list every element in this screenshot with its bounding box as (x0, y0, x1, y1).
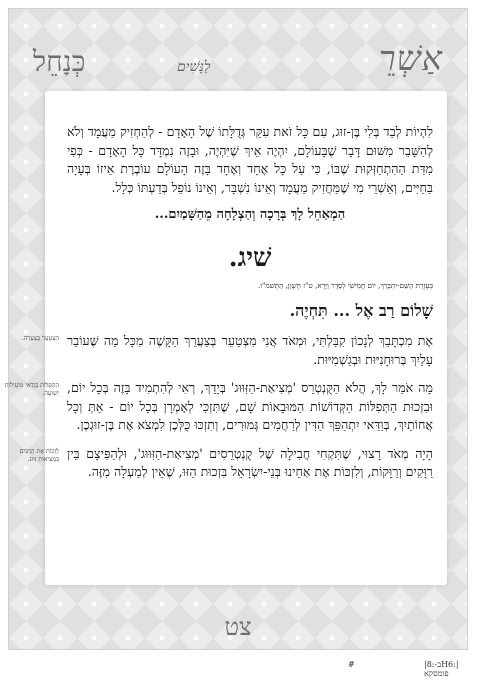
opening-paragraph: לִהְיוֹת לְבַד בְּלִי בֶּן-זוּג, עִם כָּל זֹאת עִקַּר גְּדֻלָּתוֹ שֶׁל הָאָדָם - לְהַחְזִיק מַעֲמָד וְלֹא לְהִשָּׁבֵר מִשּׁוּם דָּבָר שֶׁבָּעוֹלָם, יִהְיֶה אֵיךְ שֶׁיִּהְיֶה, וּבָזֶה נִמְדָּד כָּל הָאָדָם - כְּפִי מִדַּת הַהִתְחַזְּקוּת שֶׁבּוֹ, כִּי עַל כָּל אֶחָד וְאֶחָד בָּזֶה הָעוֹלָם עוֹבֶרֶת אֵיזוֹ בְּעָיָה בַּחַיִּים, וְאַשְׁרֵי מִי שֶׁמַּחֲזִיק מַעֲמָד וְאֵינוֹ נִשְׁבָּר, וְאֵינוֹ נוֹפֵל בְּדַעְתּוֹ כְּלָל. (67, 124, 433, 195)
page-header (27, 39, 449, 85)
print-marker-left: # (348, 660, 355, 669)
header-brand-title: אַשְׁרֵ (378, 39, 443, 79)
paragraph-text: אֶת מִכְתָּבֵךְ לְנָכוֹן קִבַּלְתִּי, וּמְאֹד אֲנִי מִצְטַעֵר בְּצַעֲרֵךְ הַקָּשֶׁה מִכָּל מַה שֶּׁעוֹבֵר עָלַיִךְ בְּרוּחָנִיּוּת וּבְגַשְׁמִיּוּת. (67, 333, 433, 367)
article-content (4, 123, 433, 482)
header-brand-tail: כְּנָחֵל (33, 45, 86, 78)
paragraph-text: מָה אֹמַר לָךְ, הֲלֹא הַקֻּנְטְרֵס 'מְצִיאַת-הַזִּוּוּג' בְּיָדֵךְ, רְאִי לְהִתְמִיד בָּזֶה בְּכָל יוֹם, וּבִזְכוּת הַתְּפִלּוֹת הַקְּדוֹשׁוֹת הַמּוּבָאוֹת שָׁם, שֶׁתִּזְכִּי לְאָמְרָן בְּכָל יוֹם - אַתְּ וְכָל אֲחוֹתַיִךְ, בְּוַדַּאי יִתְהַפֵּךְ הַדִּין לְרַחֲמִים גְּמוּרִים, וְתִזְכּוּ כֻּלְּכֶן לִמְצֹא אֶת בֶּן-זוּגְכֶן. (67, 380, 433, 432)
letter-salutation: שָׁלוֹם רַב אֶל ... תִּחְיֶה. (289, 301, 433, 320)
closing-blessing: הַמְאַחֵל לָךְ בְּרָכָה וְהַצְלָחָה מֵהַשָּׁמַיִם... (154, 207, 346, 222)
margin-note: הַתְּפִלּוֹת בְּוַדַּאי מוֹעִילוֹת יְשׁוּעָה. (4, 382, 59, 397)
letter-paragraph (19, 445, 433, 482)
paragraph-text: הָיָה מְאֹד רָצוּי, שֶׁתִּקְחִי חֲבִילָה שֶׁל קֻנְטְרֵסִים 'מְצִיאַת-הַזִּוּוּג', וּלְהַפִּיצָם בֵּין רַוָּקִים וְרַוָּקוֹת, וְלִזְכּוֹת אֶת אַחֵינוּ בְּנֵי-יִשְׂרָאֵל בִּזְכוּת הַזּוּ, שֶׁאֵין לְמַעְלָה מִזֶּה. (67, 445, 433, 479)
margin-note: לְזַכּוֹת אֶת הָרַבִּים בִּמְצִיאוּת זִוּוּג. (19, 447, 59, 463)
section-mark: שׁיג. (228, 243, 272, 273)
print-footer (8, 658, 466, 678)
letter-dateline: בְּעֶזְרַת הַשֵּׁם-יִתְבָּרַךְ, יוֹם חֲמִישִׁי לְסֵדֶר וַיֵּרָא, ט"ז חֶשְׁוָן, הַתְּשׁמ"ו. (257, 281, 433, 290)
book-page (4, 8, 468, 650)
header-brand-subtitle: לַנָּשִׁים (177, 59, 211, 75)
page-number: צט (224, 613, 252, 641)
print-marker-right: |ב-:8H6:| פומסקא (424, 660, 459, 678)
text-card (4, 91, 447, 585)
letter-paragraph (21, 332, 433, 369)
margin-note: הִצְטָעֵר בְּצַעֲרָהּ. (21, 335, 59, 342)
letter-paragraph (4, 379, 433, 435)
